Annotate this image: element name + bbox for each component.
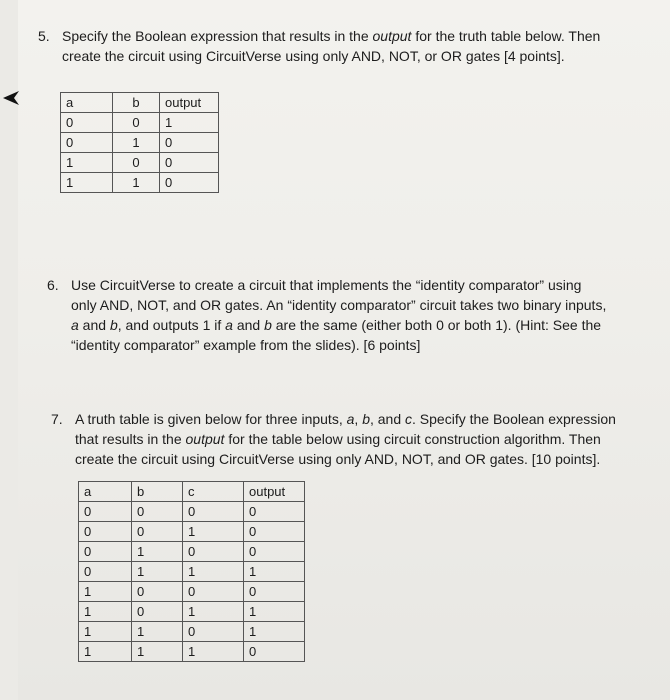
column-header: output: [160, 93, 219, 113]
table-cell: 0: [244, 542, 305, 562]
table-cell: 1: [132, 642, 183, 662]
table-cell: 0: [79, 542, 132, 562]
table-row: [61, 133, 219, 153]
question-5: 5. Specify the Boolean expression that results in the output for the truth table below. Then create the circuit using CircuitVerse using only AND, NOT, or OR gates [4 points].: [38, 28, 601, 64]
table-cell: 0: [79, 502, 132, 522]
question-number: 5.: [38, 28, 50, 44]
table-header-row: [79, 482, 305, 502]
table-cell: 0: [183, 622, 244, 642]
table-cell: 0: [132, 582, 183, 602]
table-cell: 0: [132, 522, 183, 542]
table-cell: 1: [79, 582, 132, 602]
table-cell: 0: [183, 502, 244, 522]
question-6: 6. Use CircuitVerse to create a circuit that implements the “identity comparator” using only AND, NOT, and OR gates. An “identity comparator” circuit takes two binary inputs, a and b, and outputs 1 if a and b are the same (either both 0 or both 1). (Hint: See the “identity comparator” example from the slides). [6 points]: [47, 277, 607, 353]
table-cell: 1: [79, 622, 132, 642]
column-header: b: [113, 93, 160, 113]
table-cell: 1: [183, 522, 244, 542]
table-cell: 0: [183, 542, 244, 562]
table-cell: 1: [183, 562, 244, 582]
table-cell: 1: [244, 602, 305, 622]
table-cell: 0: [183, 582, 244, 602]
table-row: [61, 113, 219, 133]
table-header-row: [61, 93, 219, 113]
table-cell: 0: [132, 502, 183, 522]
table-cell: 1: [79, 602, 132, 622]
table-cell: 0: [160, 173, 219, 193]
column-header: a: [61, 93, 113, 113]
table-cell: 0: [160, 153, 219, 173]
question-7: 7. A truth table is given below for three inputs, a, b, and c. Specify the Boolean expression that results in the output for the table below using circuit construction algorithm. Then create the circuit using CircuitVerse using only AND, NOT, and OR gates. [10 points].: [51, 411, 616, 467]
table-cell: 0: [132, 602, 183, 622]
table-cell: 0: [61, 113, 113, 133]
table-row: [79, 642, 305, 662]
table-cell: 1: [183, 642, 244, 662]
table-cell: 1: [113, 133, 160, 153]
column-header: a: [79, 482, 132, 502]
mouse-pointer-icon: [2, 90, 20, 106]
table-cell: 1: [244, 622, 305, 642]
table-cell: 1: [61, 173, 113, 193]
table-cell: 1: [79, 642, 132, 662]
question-number: 7.: [51, 411, 63, 427]
table-cell: 0: [244, 642, 305, 662]
table-cell: 0: [79, 562, 132, 582]
table-row: [79, 562, 305, 582]
table-cell: 1: [244, 562, 305, 582]
table-cell: 0: [244, 582, 305, 602]
table-cell: 1: [183, 602, 244, 622]
truth-table-q5: [60, 92, 219, 193]
table-cell: 0: [79, 522, 132, 542]
table-row: [61, 153, 219, 173]
table-row: [79, 622, 305, 642]
table-cell: 1: [61, 153, 113, 173]
table-cell: 1: [132, 622, 183, 642]
table-cell: 1: [132, 542, 183, 562]
column-header: output: [244, 482, 305, 502]
table-cell: 0: [113, 113, 160, 133]
table-cell: 1: [132, 562, 183, 582]
truth-table-q7: [78, 481, 305, 662]
table-cell: 0: [244, 502, 305, 522]
table-row: [79, 602, 305, 622]
table-cell: 0: [160, 133, 219, 153]
table-cell: 1: [160, 113, 219, 133]
table-row: [79, 502, 305, 522]
table-cell: 0: [244, 522, 305, 542]
table-cell: 1: [113, 173, 160, 193]
table-row: [79, 522, 305, 542]
question-number: 6.: [47, 277, 59, 293]
table-cell: 0: [61, 133, 113, 153]
table-row: [61, 173, 219, 193]
table-row: [79, 582, 305, 602]
column-header: c: [183, 482, 244, 502]
table-row: [79, 542, 305, 562]
column-header: b: [132, 482, 183, 502]
table-cell: 0: [113, 153, 160, 173]
